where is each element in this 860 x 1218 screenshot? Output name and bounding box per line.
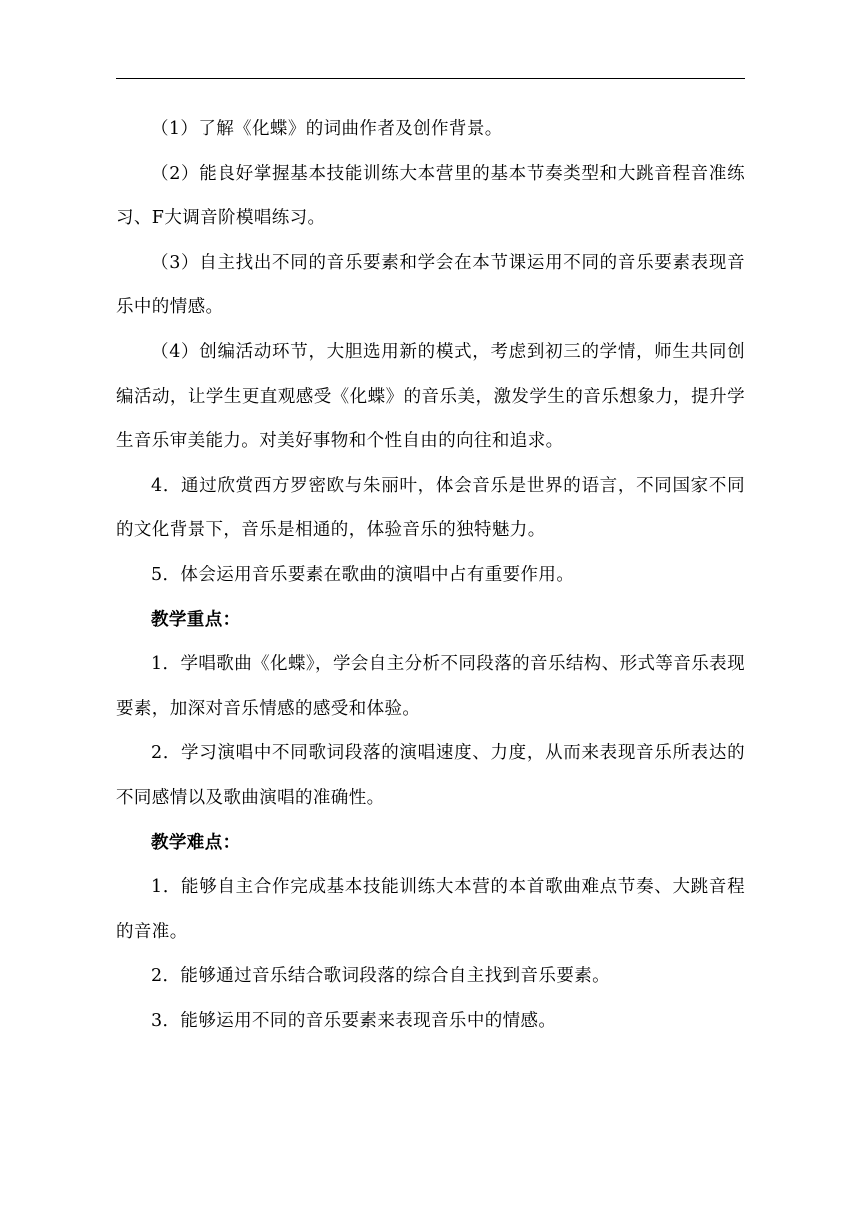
- objective-paragraph-6: 5．体会运用音乐要素在歌曲的演唱中占有重要作用。: [151, 564, 575, 585]
- header-rule: [116, 78, 745, 79]
- key-point-1: 1．学唱歌曲《化蝶》，学会自主分析不同段落的音乐结构、形式等音乐表现要素，加深对音乐情感的感受和体验。: [116, 654, 745, 719]
- objective-paragraph-3: （3）自主找出不同的音乐要素和学会在本节课运用不同的音乐要素表现音乐中的情感。: [116, 252, 745, 318]
- objective-paragraph-4: （4）创编活动环节，大胆选用新的模式，考虑到初三的学情，师生共同创编活动，让学生更直观感受《化蝶》的音乐美，激发学生的音乐想象力，提升学生音乐审美能力。对美好事物和个性自由的向往和追求。: [116, 341, 745, 452]
- objective-paragraph-2: （2）能良好掌握基本技能训练大本营里的基本节奏类型和大跳音程音准练习、F大调音阶模唱练习。: [116, 163, 745, 229]
- difficult-points-heading: 教学难点：: [151, 832, 241, 853]
- difficult-point-3: 3．能够运用不同的音乐要素来表现音乐中的情感。: [151, 1010, 557, 1031]
- document-body: [116, 107, 745, 1043]
- difficult-point-1: 1．能够自主合作完成基本技能训练大本营的本首歌曲难点节奏、大跳音程的音准。: [116, 877, 745, 942]
- objective-paragraph-5: 4．通过欣赏西方罗密欧与朱丽叶，体会音乐是世界的语言，不同国家不同的文化背景下，音乐是相通的，体验音乐的独特魅力。: [116, 475, 745, 541]
- key-point-2: 2．学习演唱中不同歌词段落的演唱速度、力度，从而来表现音乐所表达的不同感情以及歌曲演唱的准确性。: [116, 743, 745, 808]
- difficult-point-2: 2．能够通过音乐结合歌词段落的综合自主找到音乐要素。: [151, 966, 611, 987]
- objective-paragraph-1: （1）了解《化蝶》的词曲作者及创作背景。: [151, 119, 503, 139]
- key-points-heading: 教学重点：: [151, 609, 241, 630]
